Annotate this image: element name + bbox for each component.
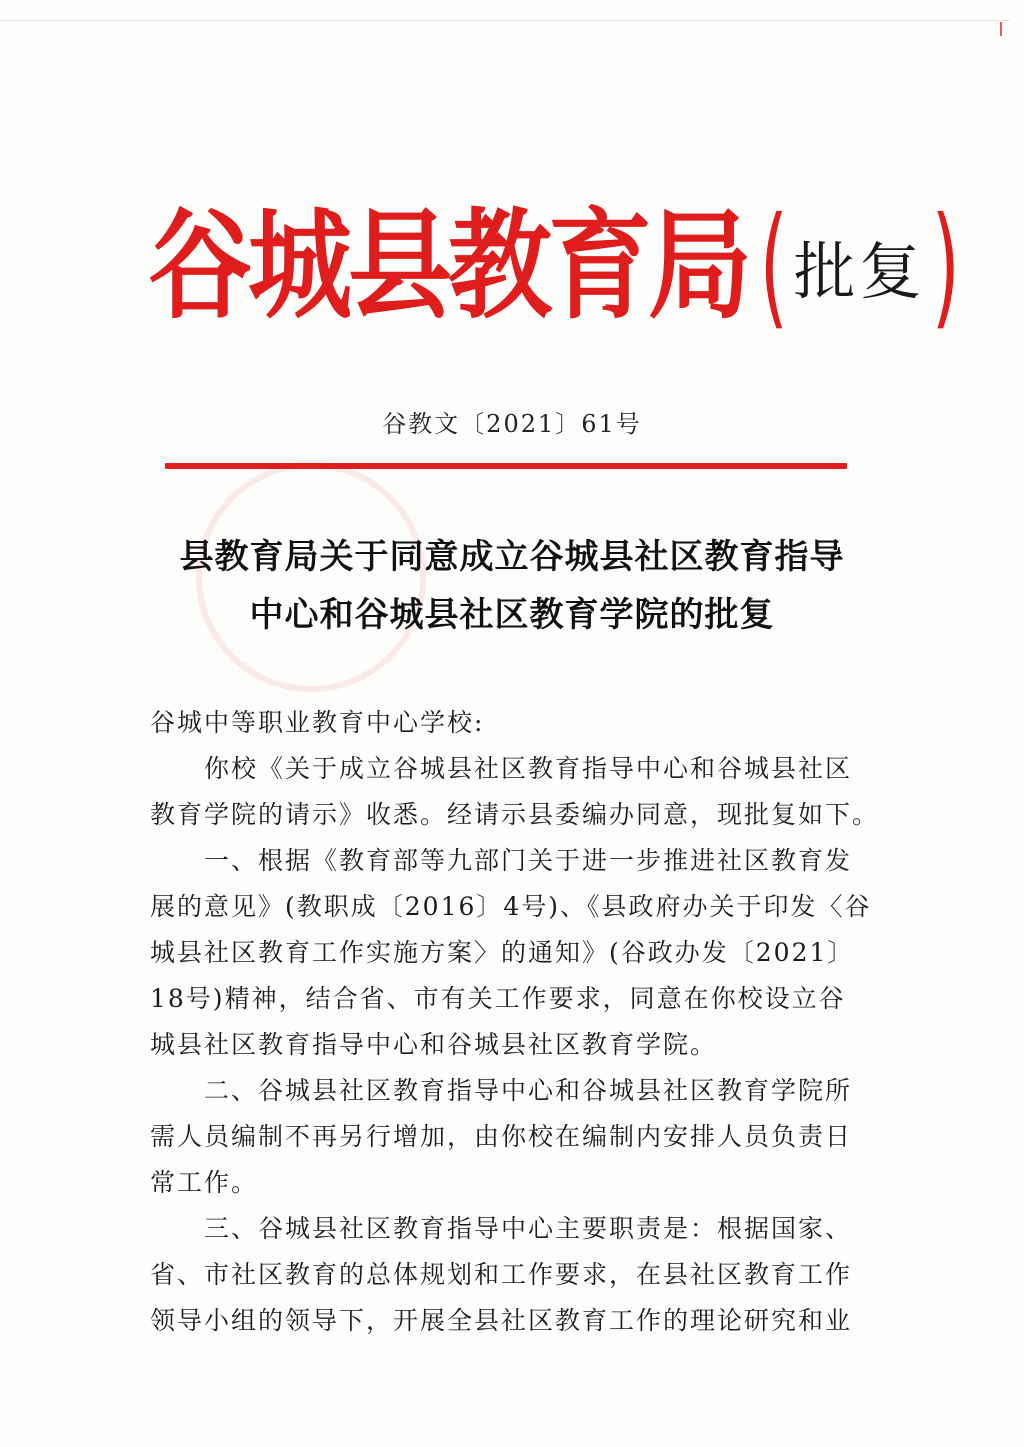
masthead-organization: 谷城县教育局 [148,196,749,336]
masthead-doc-type: 批复 [793,234,926,308]
masthead-close-paren: ) [931,189,960,343]
corner-mark [1000,22,1002,36]
masthead [148,189,960,343]
body-line: 你校《关于成立谷城县社区教育指导中心和谷城县社区 [150,754,853,783]
masthead-open-paren: ( [759,189,788,343]
title-line-1: 县教育局关于同意成立谷城县社区教育指导 [179,537,845,577]
body-line: 领导小组的领导下，开展全县社区教育工作的理论研究和业 [150,1306,853,1335]
scan-edge-line [0,20,1010,21]
title-line-2: 中心和谷城县社区教育学院的批复 [249,595,775,635]
body-line: 谷城中等职业教育中心学校: [150,708,485,737]
body-line: 常工作。 [150,1168,259,1197]
body-line: 一、根据《教育部等九部门关于进一步推进社区教育发 [150,846,853,875]
body-line: 三、谷城县社区教育指导中心主要职责是：根据国家、 [150,1214,853,1243]
body-line: 省、市社区教育的总体规划和工作要求，在县社区教育工作 [150,1260,853,1289]
document-body [150,700,880,1344]
body-line: 城县社区教育指导中心和谷城县社区教育学院。 [150,1030,718,1059]
document-title [90,528,934,644]
body-line: 教育学院的请示》收悉。经请示县委编办同意，现批复如下。 [150,800,880,829]
body-line: 18号)精神，结合省、市有关工作要求，同意在你校设立谷 [150,984,846,1013]
red-separator-rule [165,463,847,469]
body-line: 展的意见》(教职成〔2016〕4号)、《县政府办关于印发〈谷 [150,892,872,921]
body-line: 二、谷城县社区教育指导中心和谷城县社区教育学院所 [150,1076,853,1105]
document-number: 谷教文〔2021〕61号 [382,410,642,438]
body-line: 需人员编制不再另行增加，由你校在编制内安排人员负责日 [150,1122,853,1151]
body-line: 城县社区教育工作实施方案〉的通知》(谷政办发〔2021〕 [150,938,855,967]
